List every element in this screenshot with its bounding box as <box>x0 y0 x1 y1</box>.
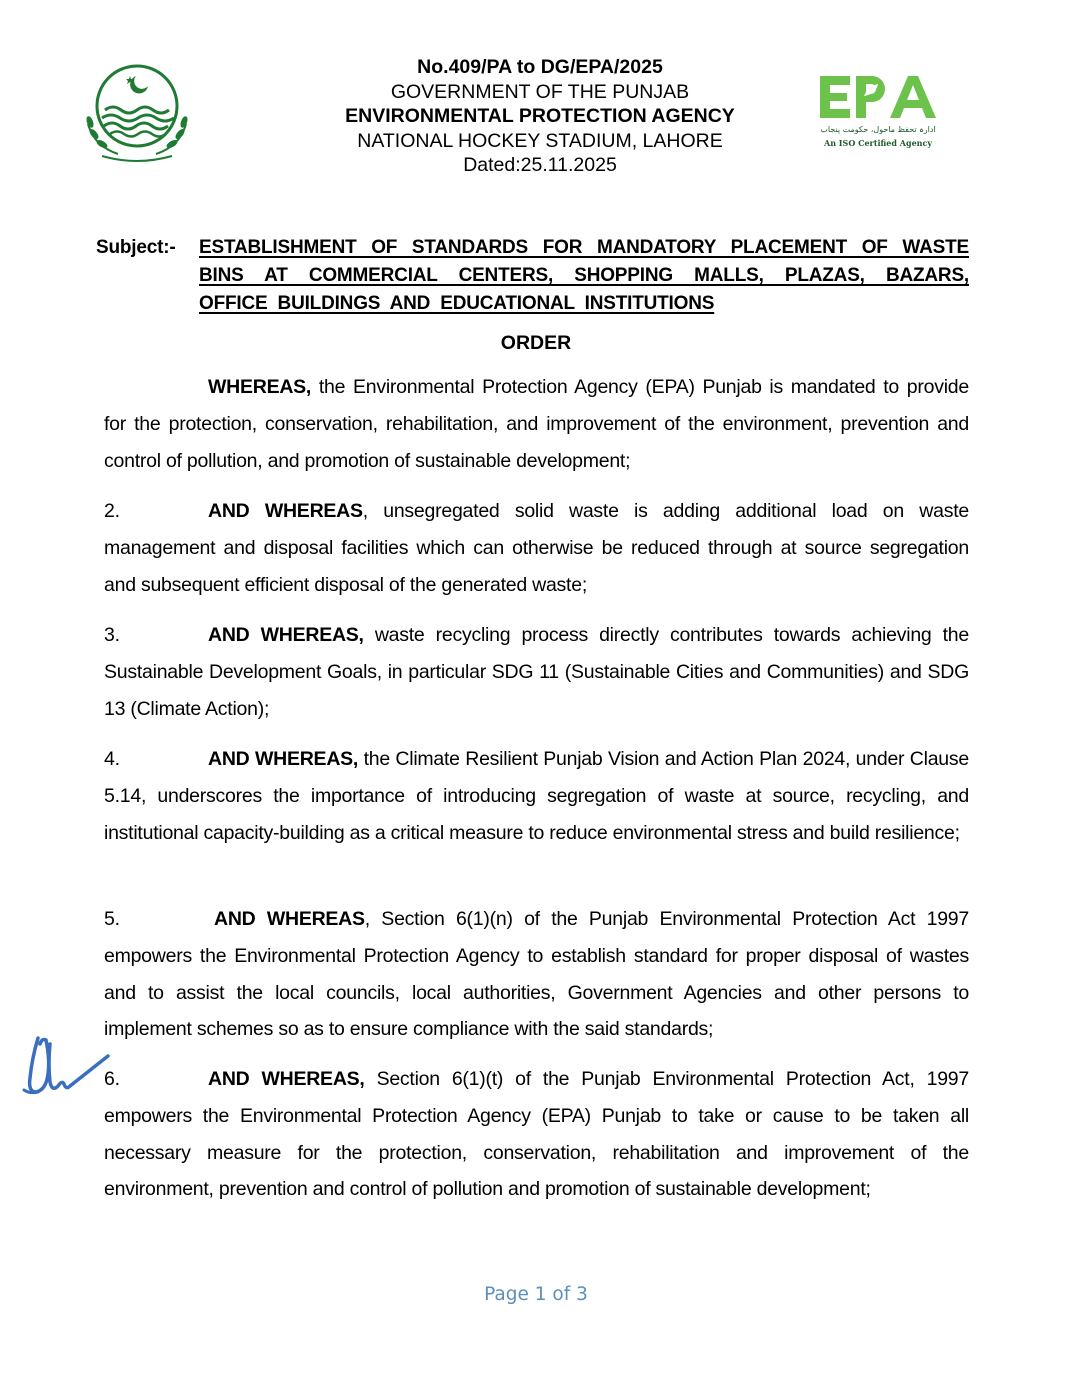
agency-address: NATIONAL HOCKEY STADIUM, LAHORE <box>357 129 723 152</box>
document-date: Dated:25.11.2025 <box>463 154 617 176</box>
paragraph-number: 4. <box>104 748 120 770</box>
agency-name: ENVIRONMENTAL PROTECTION AGENCY <box>345 105 735 127</box>
paragraph-4 <box>104 741 969 851</box>
order-title: ORDER <box>500 332 572 354</box>
paragraph-lead: AND WHEREAS <box>208 500 363 522</box>
paragraph-3 <box>104 617 969 727</box>
paragraph-number: 2. <box>104 500 120 522</box>
handwritten-signature-icon <box>20 1030 115 1105</box>
paragraph-text: the Climate Resilient Punjab Vision and Action Plan 2024, under Clause 5.14, underscores the importance of introducing segregation of waste at source, recycling, and institutional capacity-building as a critical measure to reduce environmental stress and build resilience; <box>104 748 969 844</box>
epa-logo-icon <box>816 70 940 152</box>
paragraph-text: Section 6(1)(t) of the Punjab Environmental Protection Act, 1997 empowers the Environmental Protection Agency (EPA) Punjab to take or cause to be taken all necessary measure for the protection, conservation, rehabilitation and improvement of the environment, prevention and control of pollution and promotion of sustainable development; <box>104 1068 969 1201</box>
page-number: Page 1 of 3 <box>484 1284 588 1305</box>
government-name: GOVERNMENT OF THE PUNJAB <box>390 80 690 103</box>
reference-number: No.409/PA to DG/EPA/2025 <box>417 56 663 78</box>
paragraph-5 <box>104 901 969 1048</box>
paragraph-text: , unsegregated solid waste is adding additional load on waste management and disposal facilities which can otherwise be reduced through at source segregation and subsequent efficient disposal of the generated waste; <box>104 500 970 596</box>
paragraph-text: waste recycling process directly contributes towards achieving the Sustainable Development Goals, in particular SDG 11 (Sustainable Cities and Communities) and SDG 13 (Climate Action); <box>104 624 969 720</box>
epa-caption: An ISO Certified Agency <box>824 138 932 148</box>
paragraph-text: , Section 6(1)(n) of the Punjab Environmental Protection Act 1997 empowers the Environmental Protection Agency to establish standard for proper disposal of wastes and to assist the local councils, local authorities, Government Agencies and other persons to implement schemes so as to ensure compliance with the said standards; <box>104 908 969 1041</box>
paragraph-number: 3. <box>104 624 120 646</box>
paragraph-6 <box>104 1061 969 1208</box>
letterhead <box>280 55 800 178</box>
paragraph-1 <box>104 369 969 479</box>
paragraph-lead: AND WHEREAS, <box>208 1068 365 1090</box>
paragraph-number: 6. <box>104 1068 120 1090</box>
paragraph-text: the Environmental Protection Agency (EPA) Punjab is mandated to provide for the protection, conservation, rehabilitation, and improvement of the environment, prevention and control of pollution, and promotion of sustainable development; <box>104 376 969 472</box>
paragraph-number: 5. <box>104 908 120 930</box>
subject-label: Subject:- <box>96 237 176 258</box>
paragraph-lead: AND WHEREAS, <box>208 748 359 770</box>
epa-urdu-caption: ادارہ تحفظ ماحول، حکومت پنجاب <box>820 125 936 134</box>
paragraph-lead: AND WHEREAS <box>214 908 365 930</box>
paragraph-lead: WHEREAS, <box>208 376 312 398</box>
government-of-punjab-emblem-icon <box>80 62 194 166</box>
paragraph-2 <box>104 493 969 603</box>
subject-text: ESTABLISHMENT OF STANDARDS FOR MANDATORY PLACEMENT OF WASTE BINS AT COMMERCIAL CENTERS, SHOPPING MALLS, PLAZAS, BAZARS, OFFICE BUILDINGS AND EDUCATIONAL INSTITUTIONS <box>199 237 969 314</box>
paragraph-lead: AND WHEREAS, <box>208 624 364 646</box>
